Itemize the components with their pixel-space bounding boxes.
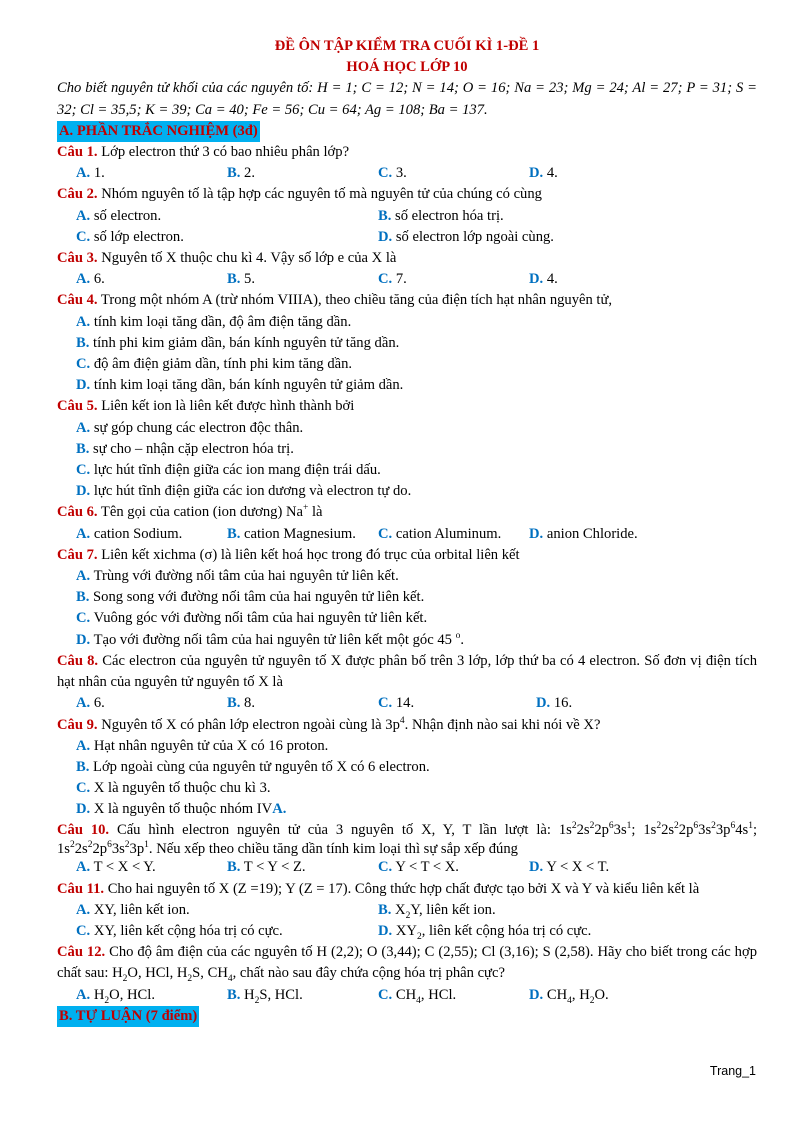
option-a: A. tính kim loại tăng dần, độ âm điện tăng dần. [76,313,352,330]
option-d: D. 4. [529,271,558,288]
option-a: A. Trùng với đường nối tâm của hai nguyên tử liên kết. [76,568,399,585]
option-a: A. T < X < Y. [76,858,156,875]
option-c: C. $CH_4$, HCl. [378,986,457,1006]
option-d: D. $XY_2$, liên kết cộng hóa trị có cực. [378,922,592,942]
option-c: C. Vuông góc với đường nối tâm của hai nguyên tử liên kết. [76,610,428,627]
option-a: A. 6. [76,271,105,288]
option-c: C. cation Aluminum. [378,525,502,542]
option-c: C. X là nguyên tố thuộc chu kì 3. [76,780,271,797]
question-6: Câu 6. Tên gọi của cation (ion dương) Na+ là [57,503,323,521]
question-number: Câu 1. [57,144,98,161]
option-c: C. 7. [378,271,407,288]
exam-subtitle: HOÁ HỌC LỚP 10 [346,59,468,76]
option-b: B. cation Magnesium. [227,525,356,542]
options-row [57,985,757,1006]
option-b: B. tính phi kim giảm dần, bán kính nguyên tử tăng dần. [76,334,400,351]
option-b: B. Song song với đường nối tâm của hai nguyên tử liên kết. [76,589,425,606]
options-row [57,227,757,248]
option-a: A. $H_2O$, HCl. [76,986,155,1006]
option-d: D. tính kim loại tăng dần, bán kính nguyên tử giảm dần. [76,377,404,394]
option-d: D. 4. [529,165,558,182]
option-c: C. XY, liên kết cộng hóa trị có cực. [76,922,283,939]
options-row [57,524,757,545]
options-row [57,921,757,942]
option-b: B. T < Y < Z. [227,858,306,875]
option-c: C. lực hút tĩnh điện giữa các ion mang điện trái dấu. [76,462,381,479]
option-d: D. 16. [536,695,573,712]
option-a: A. cation Sodium. [76,525,183,542]
option-c: C. 14. [378,695,415,712]
option-c: C. số lớp electron. [76,228,184,245]
question-5: Câu 5. Liên kết ion là liên kết được hình thành bởi [57,398,355,415]
question-10: Câu 10. Cấu hình electron nguyên tử của 3 nguyên tố X, Y, T lần lượt là: $1s^22s^22p^63s^1$; $1s^22s^22p^63s^23p^64s^1$; $1s^22s^22p^63s^23p^1$. Nếu xếp theo chiều tăng dần tính kim loại thì sự sắp xếp đúng [57,820,758,857]
option-c: C. 3. [378,165,407,182]
section-a-heading: A. PHẦN TRẮC NGHIỆM (3đ) [57,121,260,142]
section-b-heading: B. TỰ LUẬN (7 điểm) [57,1006,199,1027]
option-a: A. sự góp chung các electron độc thân. [76,419,304,436]
option-d: D. Y < X < T. [529,858,610,875]
options-row [57,693,757,714]
options-row [57,206,757,227]
atomic-mass-intro: Cho biết nguyên tử khối của các nguyên tố: H = 1; C = 12; N = 14; O = 16; Na = 23; Mg = 24; Al = 27; P = 31; S = 32; Cl = 35,5; K = 39; Ca = 40; Fe = 56; Cu = 64; Ag = 108; Ba = 137. [57,80,757,118]
option-c: C. Y < T < X. [378,858,459,875]
option-a: A. số electron. [76,207,162,224]
option-a: A. 6. [76,695,105,712]
options-row [57,900,757,921]
option-c: C. độ âm điện giảm dần, tính phi kim tăng dần. [76,356,353,373]
option-d: D. số electron lớp ngoài cùng. [378,228,554,245]
option-a: A. Hạt nhân nguyên tử của X có 16 proton. [76,737,329,754]
page-footer: Trang_1 [709,1064,756,1078]
exam-title: ĐỀ ÔN TẬP KIỂM TRA CUỐI KÌ 1-ĐỀ 1 [274,38,540,54]
question-11: Câu 11. Cho hai nguyên tố X (Z =19); Y (Z = 17). Công thức hợp chất được tạo bởi X và Y và kiểu liên kết là [57,880,700,897]
option-b: B. số electron hóa trị. [378,207,504,224]
option-b: B. sự cho – nhận cặp electron hóa trị. [76,440,294,457]
option-a: A. 1. [76,165,105,182]
question-text: Lớp electron thứ 3 có bao nhiêu phân lớp? [97,144,350,161]
option-b: B. $X_2Y$, liên kết ion. [378,901,496,921]
option-b: B. Lớp ngoài cùng của nguyên tử nguyên tố X có 6 electron. [76,758,430,775]
option-d: D. X là nguyên tố thuộc nhóm IVA. [76,801,287,818]
option-b: B. 5. [227,271,255,288]
options-row [57,859,757,875]
exam-page [57,36,757,1027]
option-b: B. $H_2S$, HCl. [227,986,303,1006]
question-8: Câu 8. Các electron của nguyên tử nguyên tố X được phân bố trên 3 lớp, lớp thứ ba có 4 electron. Số đơn vị điện tích hạt nhân của nguyên tử nguyên tố X là [57,652,757,691]
option-a: A. XY, liên kết ion. [76,901,190,918]
option-d: D. Tạo với đường nối tâm của hai nguyên tử liên kết một góc 45 $^o$. [76,630,464,648]
question-3: Câu 3. Nguyên tố X thuộc chu kì 4. Vậy số lớp e của X là [57,250,397,267]
option-d: D. $CH_4$, $H_2O$. [529,986,609,1006]
question-1 [57,142,757,163]
option-d: D. anion Chloride. [529,525,638,542]
question-9: Câu 9. Nguyên tố X có phân lớp electron ngoài cùng là $3p^4$. Nhận định nào sai khi nói về X? [57,715,601,733]
question-7: Câu 7. Liên kết xichma (σ) là liên kết hoá học trong đó trục của orbital liên kết [57,546,520,563]
option-b: B. 2. [227,165,255,182]
options-row [57,163,757,184]
option-b: B. 8. [227,695,255,712]
options-row [57,269,757,290]
question-12: Câu 12. Cho độ âm điện của các nguyên tố H (2,2); O (3,44); C (2,55); Cl (3,16); S (2,58). Hãy cho biết trong các hợp chất sau: $H_2O$, HCl, $H_2S$, $CH_4$, chất nào sau đây chứa cộng hóa trị phân cực? [57,944,757,985]
option-d: D. lực hút tĩnh điện giữa các ion dương và electron tự do. [76,483,412,500]
question-2: Câu 2. Nhóm nguyên tố là tập hợp các nguyên tố mà nguyên tử của chúng có cùng [57,186,542,203]
question-4: Câu 4. Trong một nhóm A (trừ nhóm VIIIA), theo chiều tăng của điện tích hạt nhân nguyên tử, [57,292,613,309]
